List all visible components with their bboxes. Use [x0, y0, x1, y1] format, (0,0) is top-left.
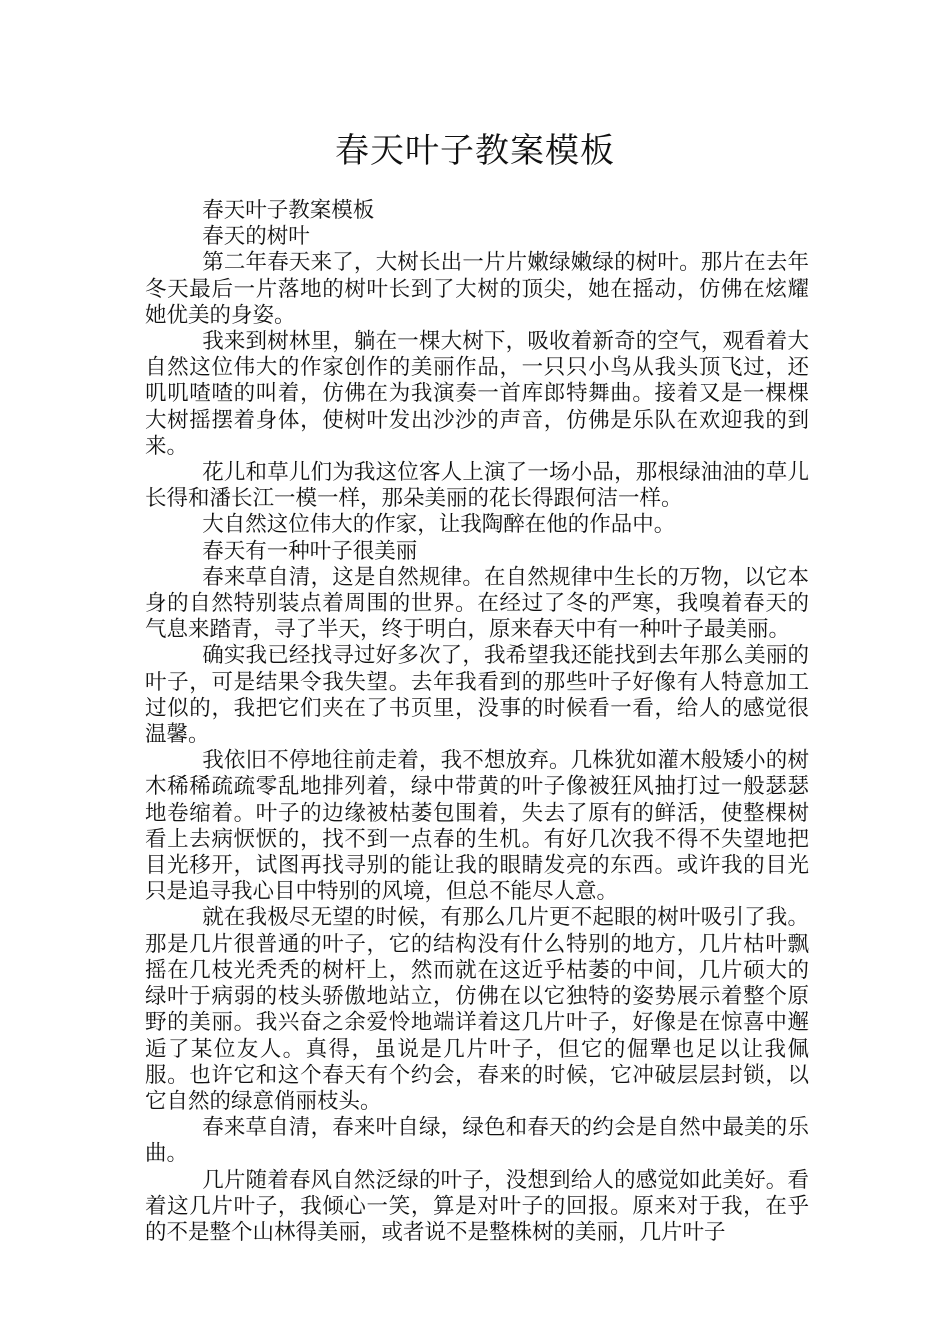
document-title: 春天叶子教案模板 [335, 131, 615, 171]
paragraph-heading-spring-leaves: 春天的树叶 [202, 224, 310, 250]
paragraph: 春来草自清，春来叶自绿，绿色和春天的约会是自然中最美的乐曲。 [145, 1115, 809, 1167]
document-body [145, 198, 809, 1246]
paragraph: 我来到树林里，躺在一棵大树下，吸收着新奇的空气，观看着大自然这位伟大的作家创作的美丽作品，一只只小鸟从我头顶飞过，还叽叽喳喳的叫着，仿佛在为我演奏一首库郎特舞曲。接着又是一棵棵大树摇摆着身体，使树叶发出沙沙的声音，仿佛是乐队在欢迎我的到来。 [145, 329, 809, 459]
paragraph-subtitle: 春天叶子教案模板 [202, 198, 375, 223]
paragraph-heading-beautiful-leaf: 春天有一种叶子很美丽 [202, 538, 418, 564]
paragraph: 就在我极尽无望的时候，有那么几片更不起眼的树叶吸引了我。那是几片很普通的叶子，它的结构没有什么特别的地方，几片枯叶飘摇在几枝光秃秃的树杆上，然而就在这近乎枯萎的中间，几片硕大的绿叶于病弱的枝头骄傲地站立，仿佛在以它独特的姿势展示着整个原野的美丽。我兴奋之余爱怜地端详着这几片叶子，好像是在惊喜中邂逅了某位友人。真得，虽说是几片叶子，但它的倔犟也足以让我佩服。也许它和这个春天有个约会，春来的时候，它冲破层层封锁，以它自然的绿意俏丽枝头。 [145, 905, 809, 1114]
paragraph: 春来草自清，这是自然规律。在自然规律中生长的万物，以它本身的自然特别装点着周围的世界。在经过了冬的严寒，我嗅着春天的气息来踏青，寻了半天，终于明白，原来春天中有一种叶子最美丽。 [145, 564, 809, 643]
paragraph: 花儿和草儿们为我这位客人上演了一场小品，那根绿油油的草儿长得和潘长江一模一样，那朵美丽的花长得跟何洁一样。 [145, 460, 809, 512]
paragraph: 大自然这位伟大的作家，让我陶醉在他的作品中。 [202, 512, 676, 538]
paragraph: 几片随着春风自然泛绿的叶子，没想到给人的感觉如此美好。看着这几片叶子，我倾心一笑，算是对叶子的回报。原来对于我，在乎的不是整个山林得美丽，或者说不是整株树的美丽，几片叶子 [145, 1167, 809, 1245]
paragraph: 第二年春天来了，大树长出一片片嫩绿嫩绿的树叶。那片在去年冬天最后一片落地的树叶长到了大树的顶尖，她在摇动，仿佛在炫耀她优美的身姿。 [145, 250, 809, 328]
paragraph: 我依旧不停地往前走着，我不想放弃。几株犹如灌木般矮小的树木稀稀疏疏零乱地排列着，绿中带黄的叶子像被狂风抽打过一般瑟瑟地卷缩着。叶子的边缘被枯萎包围着，失去了原有的鲜活，使整棵树看上去病恹恹的，找不到一点春的生机。有好几次我不得不失望地把目光移开，试图再找寻别的能让我的眼睛发亮的东西。或许我的目光只是追寻我心目中特别的风境，但总不能尽人意。 [145, 748, 809, 905]
paragraph: 确实我已经找寻过好多次了，我希望我还能找到去年那么美丽的叶子，可是结果令我失望。去年我看到的那些叶子好像有人特意加工过似的，我把它们夹在了书页里，没事的时候看一看，给人的感觉很温馨。 [145, 643, 809, 748]
